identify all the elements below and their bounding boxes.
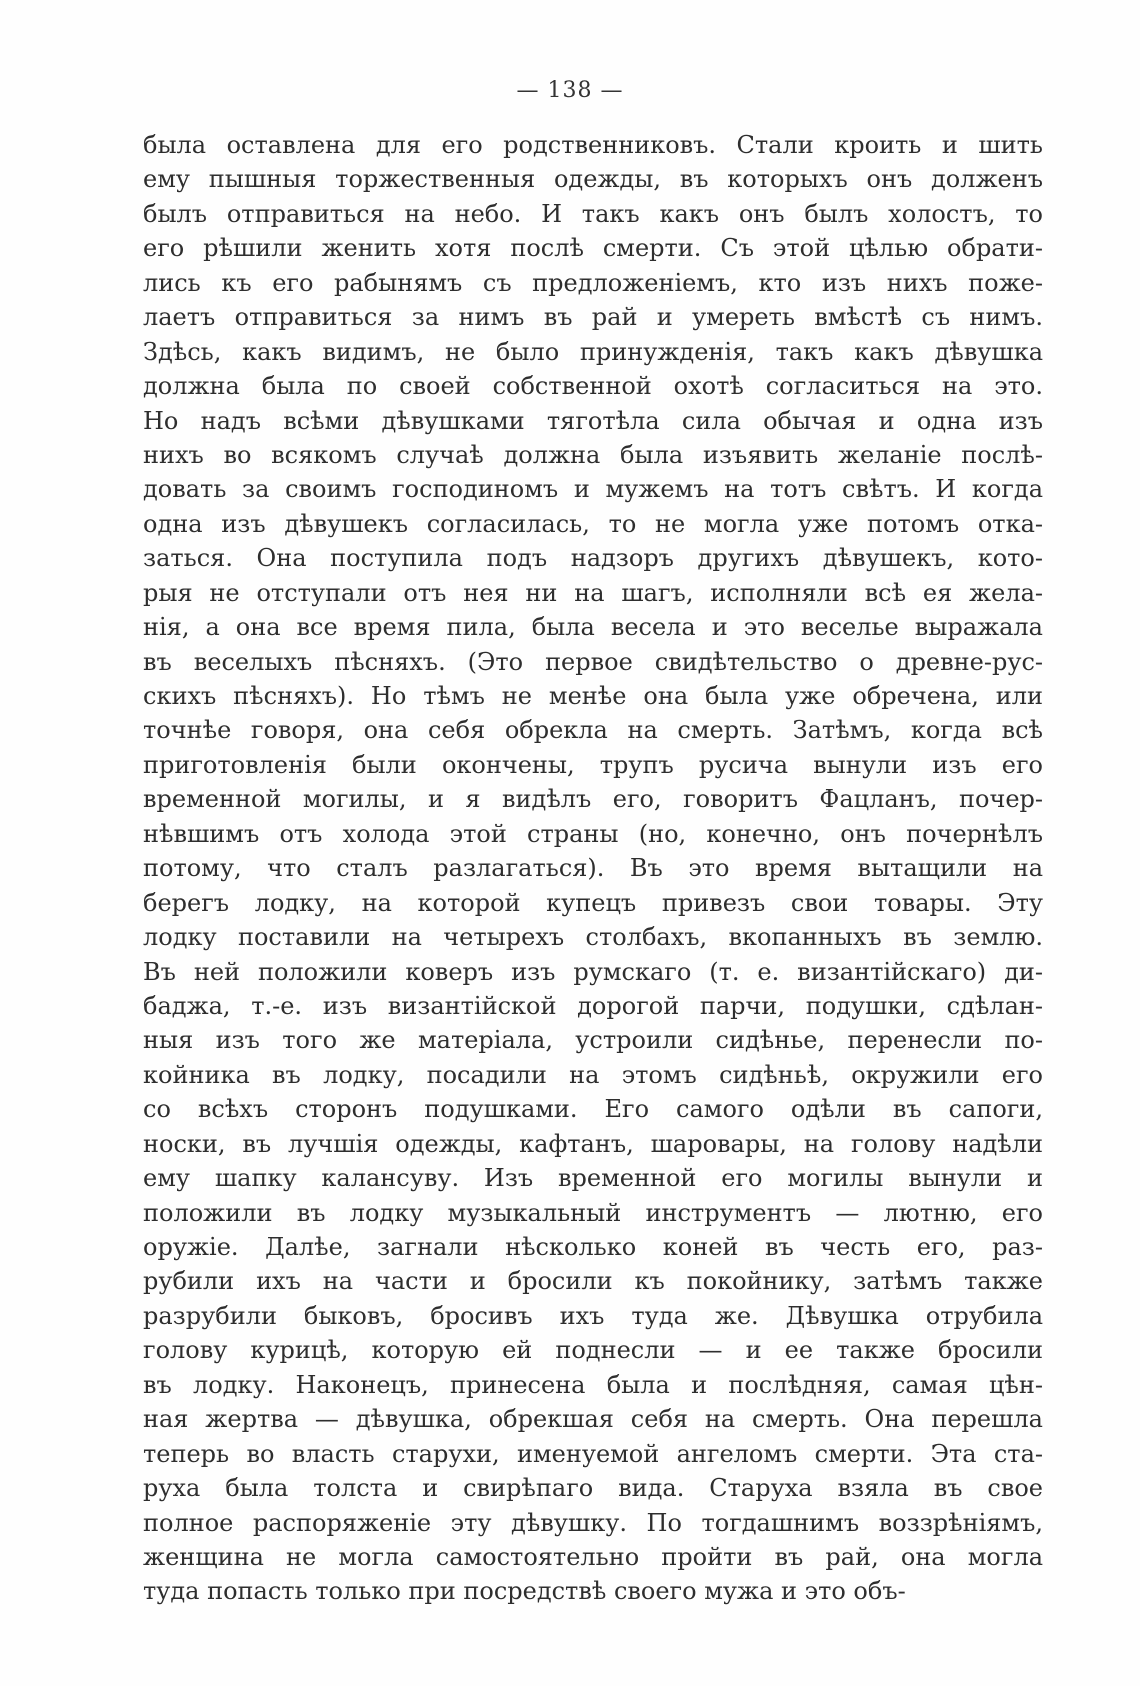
text-line: оружіе. Далѣе, загнали нѣсколько коней въ честь его, раз- xyxy=(143,1233,1043,1261)
text-line: ему пышныя торжественныя одежды, въ которыхъ онъ долженъ xyxy=(143,165,1043,194)
page-number: — 138 — xyxy=(516,78,624,103)
text-line: одна изъ дѣвушекъ согласилась, то не могла уже потомъ отка- xyxy=(143,509,1043,538)
text-line: нія, а она все время пила, была весела и это веселье выражала xyxy=(143,613,1043,642)
text-line: точнѣе говоря, она себя обрекла на смерть. Затѣмъ, когда всѣ xyxy=(143,716,1043,745)
body-text xyxy=(143,128,1043,1609)
text-line: заться. Она поступила подъ надзоръ другихъ дѣвушекъ, кото- xyxy=(143,544,1043,573)
text-line: временной могилы, и я видѣлъ его, говоритъ Фацланъ, почер- xyxy=(143,785,1043,814)
text-line: Но надъ всѣми дѣвушками тяготѣла сила обычая и одна изъ xyxy=(143,406,1043,435)
text-line: былъ отправиться на небо. И такъ какъ онъ былъ холостъ, то xyxy=(143,199,1043,228)
text-line: койника въ лодку, посадили на этомъ сидѣньѣ, окружили его xyxy=(143,1060,1043,1089)
text-line: ныя изъ того же матеріала, устроили сидѣнье, перенесли по- xyxy=(143,1026,1043,1055)
text-line: была оставлена для его родственниковъ. Стали кроить и шить xyxy=(143,131,1043,159)
text-line: рыя не отступали отъ нея ни на шагъ, исполняли всѣ ея жела- xyxy=(143,578,1043,607)
text-line: лодку поставили на четырехъ столбахъ, вкопанныхъ въ землю. xyxy=(143,923,1043,952)
text-line: разрубили быковъ, бросивъ ихъ туда же. Дѣвушка отрубила xyxy=(143,1301,1043,1330)
text-line: положили въ лодку музыкальный инструментъ — лютню, его xyxy=(143,1198,1043,1227)
text-line: Здѣсь, какъ видимъ, не было принужденія, такъ какъ дѣвушка xyxy=(143,337,1043,366)
text-line: въ лодку. Наконецъ, принесена была и послѣдняя, самая цѣн- xyxy=(143,1370,1043,1399)
text-line: его рѣшили женить хотя послѣ смерти. Съ этой цѣлью обрати- xyxy=(143,234,1043,263)
text-line: полное распоряженіе эту дѣвушку. По тогдашнимъ воззрѣніямъ, xyxy=(143,1508,1043,1537)
text-line: руха была толста и свирѣпаго вида. Старуха взяла въ свое xyxy=(143,1474,1043,1503)
text-line: носки, въ лучшія одежды, кафтанъ, шаровары, на голову надѣли xyxy=(143,1129,1043,1158)
text-line: Въ ней положили коверъ изъ румскаго (т. е. византійскаго) ди- xyxy=(143,957,1043,986)
text-line: женщина не могла самостоятельно пройти въ рай, она могла xyxy=(143,1542,1043,1571)
text-line: лаетъ отправиться за нимъ въ рай и умереть вмѣстѣ съ нимъ. xyxy=(143,303,1043,332)
text-line: берегъ лодку, на которой купецъ привезъ свои товары. Эту xyxy=(143,888,1043,917)
text-line: баджа, т.-е. изъ византійской дорогой парчи, подушки, сдѣлан- xyxy=(143,991,1043,1020)
text-line: нѣвшимъ отъ холода этой страны (но, конечно, онъ почернѣлъ xyxy=(143,819,1043,848)
text-line: скихъ пѣсняхъ). Но тѣмъ не менѣе она была уже обречена, или xyxy=(143,682,1043,710)
text-line: приготовленія были окончены, трупъ русича вынули изъ его xyxy=(143,750,1043,779)
text-line: ная жертва — дѣвушка, обрекшая себя на смерть. Она перешла xyxy=(143,1405,1043,1434)
text-line: голову курицѣ, которую ей поднесли — и ее также бросили xyxy=(143,1336,1043,1365)
text-line: довать за своимъ господиномъ и мужемъ на тотъ свѣтъ. И когда xyxy=(143,475,1043,504)
text-line: потому, что сталъ разлагаться). Въ это время вытащили на xyxy=(143,854,1043,883)
text-line: должна была по своей собственной охотѣ согласиться на это. xyxy=(143,372,1043,401)
text-line: со всѣхъ сторонъ подушками. Его самого одѣли въ сапоги, xyxy=(143,1095,1043,1124)
text-line: рубили ихъ на части и бросили къ покойнику, затѣмъ также xyxy=(143,1267,1043,1296)
text-line: въ веселыхъ пѣсняхъ. (Это первое свидѣтельство о древне-рус- xyxy=(143,647,1043,676)
text-line: лись къ его рабынямъ съ предложеніемъ, кто изъ нихъ поже- xyxy=(143,268,1043,297)
text-line: нихъ во всякомъ случаѣ должна была изъявить желаніе послѣ- xyxy=(143,440,1043,469)
text-line: теперь во власть старухи, именуемой ангеломъ смерти. Эта ста- xyxy=(143,1439,1043,1468)
text-line: туда попасть только при посредствѣ своего мужа и это объ- xyxy=(143,1577,906,1606)
text-line: ему шапку калансуву. Изъ временной его могилы вынули и xyxy=(143,1164,1043,1193)
